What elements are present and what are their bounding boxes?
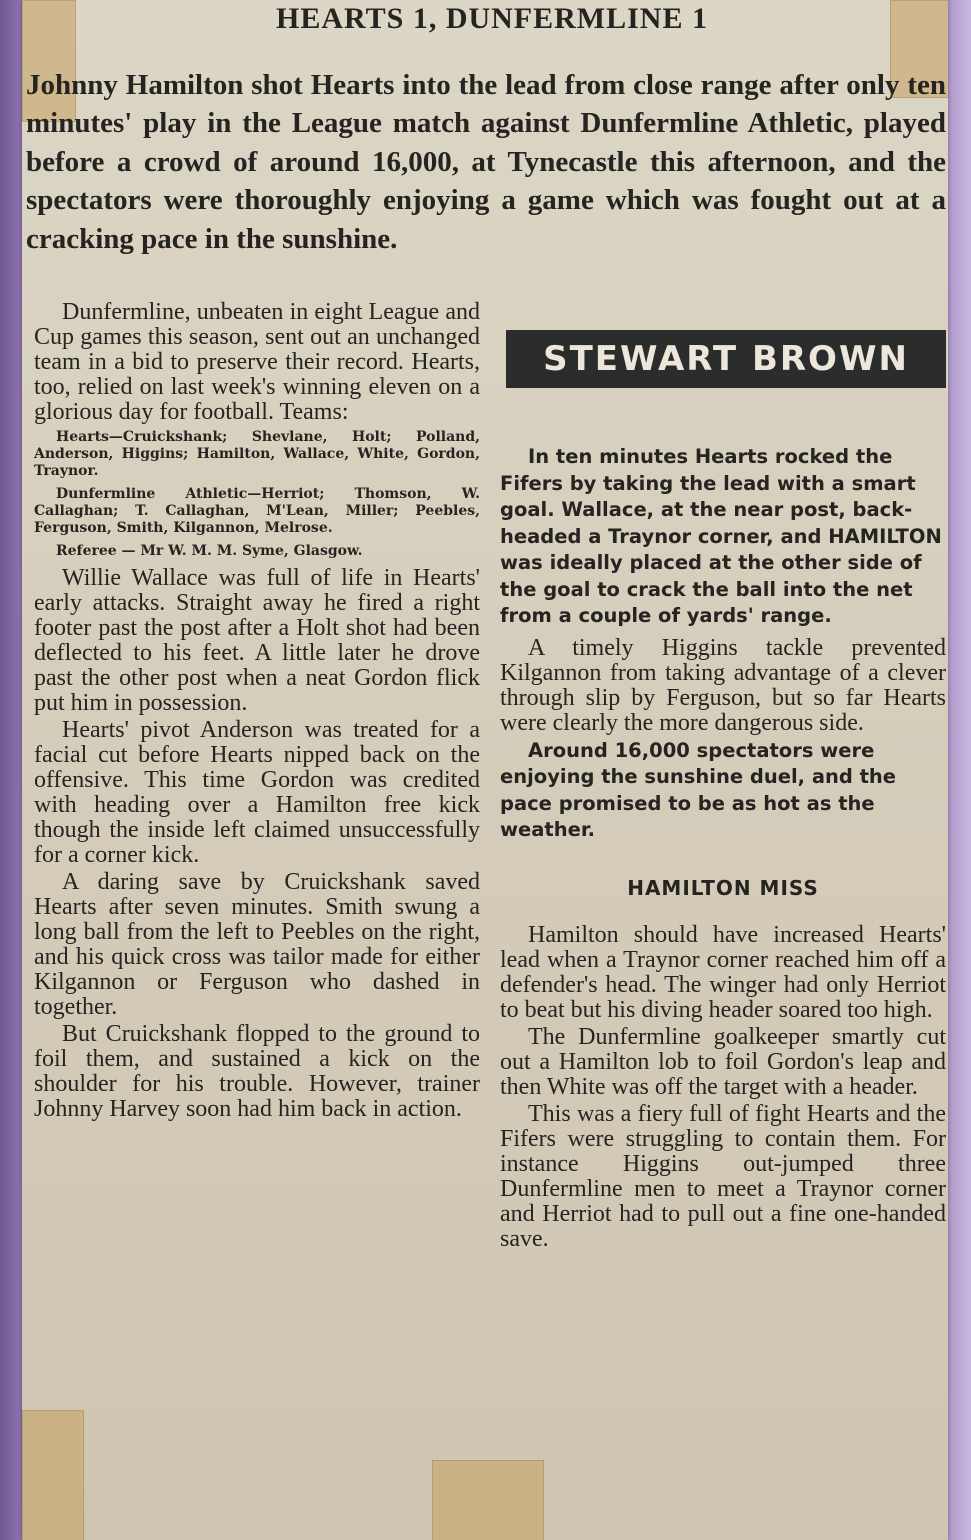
paragraph-wallace: Willie Wallace was full of life in Hearts' early attacks. Straight away he fired a right footer past the post after a Holt shot had been deflected to his feet. A little later he drove past the other post when a neat Gordon flick put him in possession. <box>34 565 480 716</box>
left-column <box>34 300 480 1124</box>
team-list-dunfermline: Dunfermline Athletic—Herriot; Thomson, W. Callaghan; T. Callaghan, M'Lean, Miller; Peebles, Ferguson, Smith, Kilgannon, Melrose. <box>34 486 480 536</box>
byline-banner: STEWART BROWN <box>506 330 946 388</box>
right-column <box>500 330 946 1254</box>
paragraph-hamilton-miss: Hamilton should have increased Hearts' lead when a Traynor corner reached him off a defender's head. The winger had only Herriot to beat but his diving header soared too high. <box>500 921 946 1023</box>
team-list-hearts: Hearts—Cruickshank; Shevlane, Holt; Polland, Anderson, Higgins; Hamilton, Wallace, White, Gordon, Traynor. <box>34 429 480 479</box>
paragraph-cruickshank-kick: But Cruickshank flopped to the ground to foil them, and sustained a kick on the shoulder for his trouble. However, trainer Johnny Harvey soon had him back in action. <box>34 1021 480 1122</box>
paragraph-anderson: Hearts' pivot Anderson was treated for a facial cut before Hearts nipped back on the offensive. This time Gordon was credited with heading over a Hamilton free kick though the inside left claimed unsuccessfully for a corner kick. <box>34 717 480 868</box>
paragraph-higgins-tackle: A timely Higgins tackle prevented Kilgannon from taking advantage of a clever through slip by Ferguson, but so far Hearts were clearly the more dangerous side. <box>500 634 946 736</box>
article-headline: HEARTS 1, DUNFERMLINE 1 <box>276 2 708 35</box>
paragraph-cruickshank-save: A daring save by Cruickshank saved Hearts after seven minutes. Smith swung a long ball from the left to Peebles on the right, and his quick cross was tailor made for either Kilgannon or Ferguson who dashed in together. <box>34 869 480 1020</box>
paragraph-lead-goal: In ten minutes Hearts rocked the Fifers by taking the lead with a smart goal. Wallace, at the near post, back-headed a Traynor corner, and HAMILTON was ideally placed at the other side of the goal to crack the ball into the net from a couple of yards' range. <box>500 445 942 627</box>
tape-bottom-middle <box>432 1460 544 1540</box>
subheading: HAMILTON MISS <box>627 875 819 900</box>
paragraph-fiery: This was a fiery full of fight Hearts and the Fifers were struggling to contain them. For instance Higgins out-jumped three Dunfermline men to meet a Traynor corner and Herriot had to pull out a fine one-handed save. <box>500 1100 946 1252</box>
referee-line: Referee — Mr W. M. M. Syme, Glasgow. <box>56 543 363 559</box>
newspaper-clipping <box>22 0 948 1540</box>
paragraph-intro-teams: Dunfermline, unbeaten in eight League and Cup games this season, sent out an unchanged team in a bid to preserve their record. Hearts, too, relied on last week's winning eleven on a glorious day for football. Teams: <box>34 299 480 425</box>
paragraph-spectators: Around 16,000 spectators were enjoying the sunshine duel, and the pace promised to be as hot as the weather. <box>500 738 897 841</box>
paragraph-goalkeeper: The Dunfermline goalkeeper smartly cut out a Hamilton lob to foil Gordon's leap and then White was off the target with a header. <box>500 1023 946 1100</box>
article-intro: Johnny Hamilton shot Hearts into the lead from close range after only ten minutes' play in the League match against Dunfermline Athletic, played before a crowd of around 16,000, at Tynecastle this afternoon, and the spectators were thoroughly enjoying a game which was fought out at a cracking pace in the sunshine. <box>26 69 946 255</box>
tape-bottom-left <box>22 1410 84 1540</box>
